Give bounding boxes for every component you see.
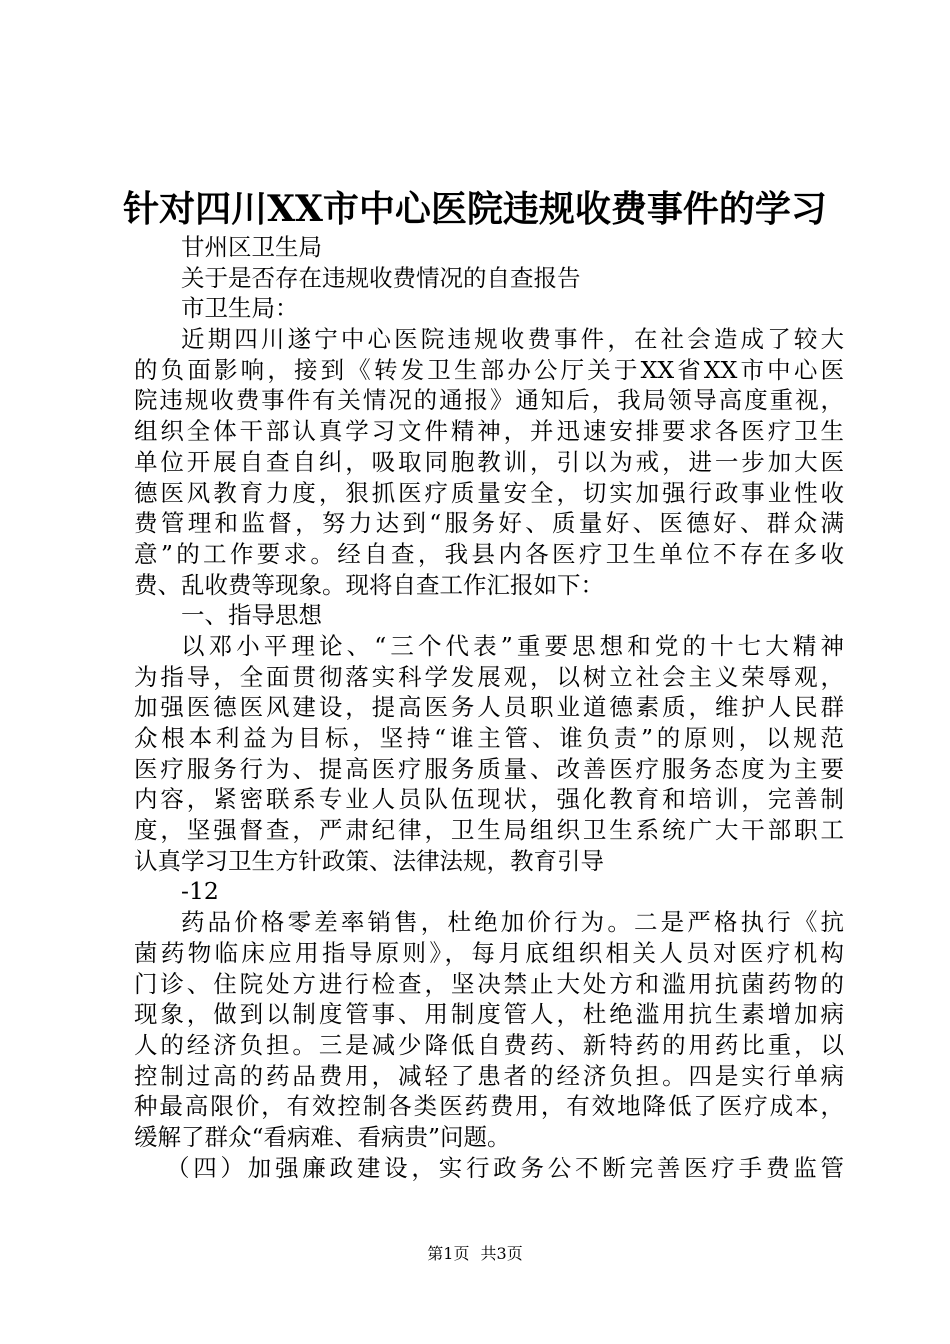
text-line: 众根本利益为目标，坚持“谁主管、谁负责”的原则，以规范 [134,724,844,752]
text-line: 人的经济负担。三是减少降低自费药、新特药的用药比重，以 [134,1030,844,1059]
text-line: 现象，做到以制度管事、用制度管人，杜绝滥用抗生素增加病 [134,1000,844,1029]
text-line: 以邓小平理论、“三个代表”重要思想和党的十七大精神 [181,631,844,660]
text-line: 内容，紧密联系专业人员队伍现状，强化教育和培训，完善制 [134,785,844,814]
text-line: 门诊、住院处方进行检查，坚决禁止大处方和滥用抗菌药物的 [134,969,844,998]
text-line: 药品价格零差率销售，杜绝加价行为。二是严格执行《抗 [181,908,844,937]
text-line: 为指导，全面贯彻落实科学发展观，以树立社会主义荣辱观， [134,662,844,691]
text-line: 市卫生局： [181,294,299,323]
page-footer [0,1243,950,1265]
text-line: 甘州区卫生局 [181,233,322,261]
document-title: 针对四川XX市中心医院违规收费事件的学习 [123,188,827,230]
document-body [134,232,844,1183]
text-line: 组织全体干部认真学习文件精神，并迅速安排要求各医疗卫生 [134,417,844,446]
text-line: 医疗服务行为、提高医疗服务质量、改善医疗服务态度为主要 [134,754,844,783]
section-heading: （四）加强廉政建设，实行政务公不断完善医疗手费监管 [166,1153,844,1182]
page-marker: -12 [181,877,219,906]
text-line: 缓解了群众“看病难、看病贵”问题。 [134,1122,511,1151]
text-line: 费、乱收费等现象。现将自查工作汇报如下： [134,570,604,599]
text-line: 近期四川遂宁中心医院违规收费事件，在社会造成了较大 [181,325,844,354]
text-line: 的负面影响，接到《转发卫生部办公厅关于XX省XX市中心医 [134,355,844,384]
page-number: 第1页 [427,1244,470,1263]
text-line: 菌药物临床应用指导原则》，每月底组织相关人员对医疗机构 [134,938,844,967]
text-line: 种最高限价，有效控制各类医药费用，有效地降低了医疗成本， [134,1092,844,1121]
section-heading: 一、指导思想 [181,601,322,630]
text-line: 意”的工作要求。经自查，我县内各医疗卫生单位不存在多收 [134,539,844,568]
text-line: 关于是否存在违规收费情况的自查报告 [181,263,581,292]
text-line: 德医风教育力度，狠抓医疗质量安全，切实加强行政事业性收 [134,478,844,507]
text-line: 费管理和监督，努力达到“服务好、质量好、医德好、群众满 [134,509,844,538]
text-line: 加强医德医风建设，提高医务人员职业道德素质，维护人民群 [134,693,844,722]
text-line: 单位开展自查自纠，吸取同胞教训，引以为戒，进一步加大医 [134,447,844,476]
text-line: 度，坚强督查，严肃纪律，卫生局组织卫生系统广大干部职工 [134,816,844,845]
page-total: 共3页 [480,1244,523,1263]
text-line: 认真学习卫生方针政策、法律法规，教育引导 [134,846,604,875]
text-line: 控制过高的药品费用，减轻了患者的经济负担。四是实行单病 [134,1061,844,1090]
text-line: 院违规收费事件有关情况的通报》通知后，我局领导高度重视， [134,386,844,415]
